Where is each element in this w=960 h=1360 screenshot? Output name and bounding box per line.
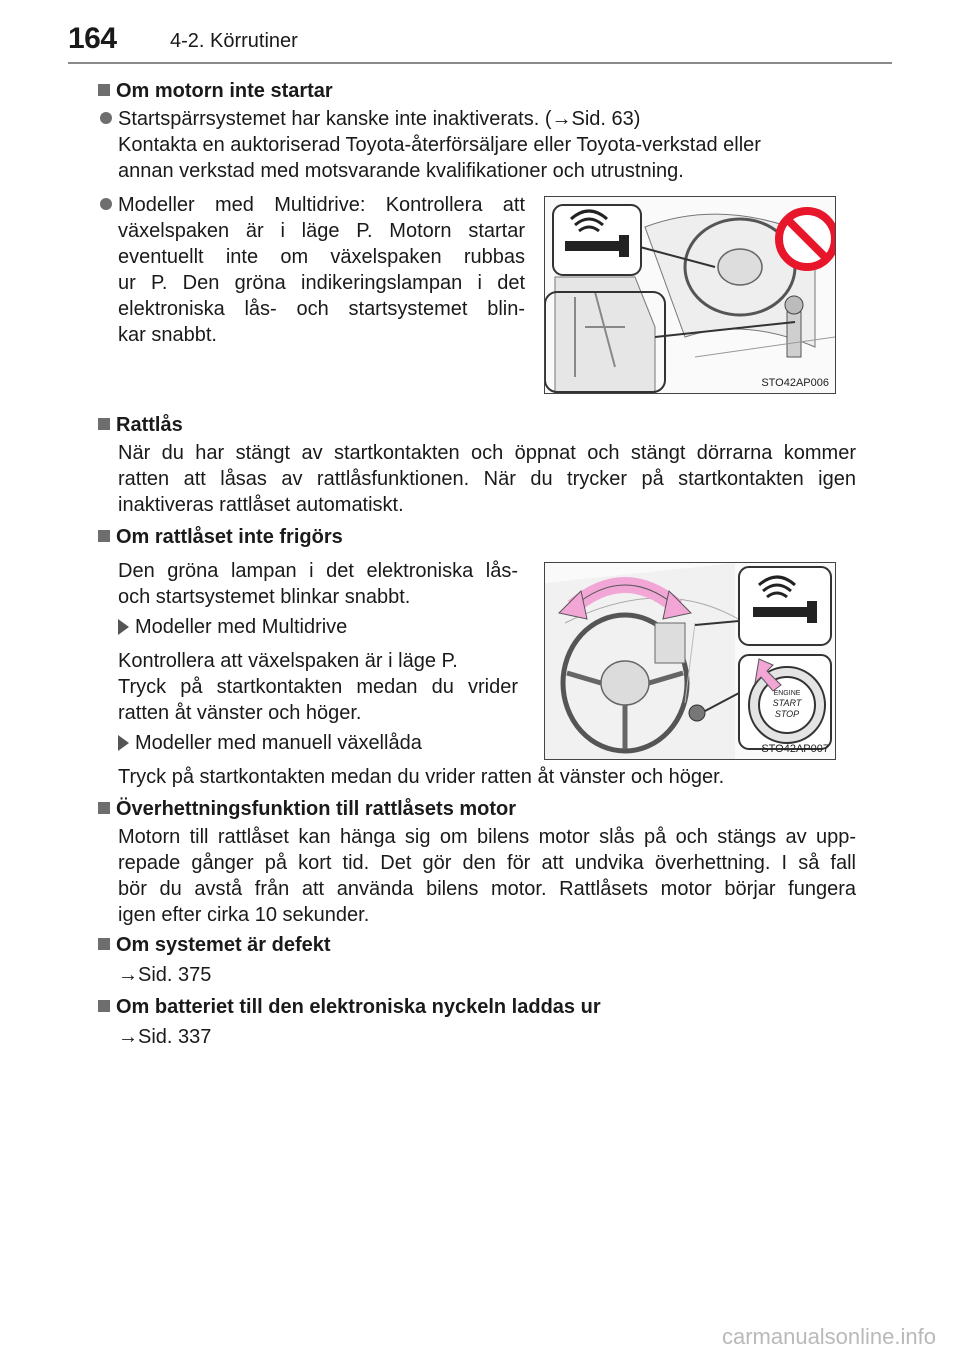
- heading-batteri: Om batteriet till den elektroniska nyckeln laddas ur: [98, 996, 601, 1019]
- frigors-manual-text: Tryck på startkontakten medan du vrider ratten åt vänster och höger.: [118, 766, 725, 788]
- figure-caption: STO42AP006: [761, 377, 829, 389]
- dashboard-illustration: [545, 197, 835, 393]
- heading-overhettning: Överhettningsfunktion till rattlåsets motor: [98, 798, 516, 821]
- defekt-reference: →Sid. 375: [118, 964, 212, 986]
- batteri-reference: →Sid. 337: [118, 1026, 212, 1048]
- overhettning-paragraph: Motorn till rattlåset kan hänga sig om bilens motor slås på och stängs av upp- repade gånger på kort tid. Det gör den för att undvika överhettning. I så fall bör du avstå från att använda bilens motor. Rattlåsets motor börjar fungera igen efter cirka 10 sekunder.: [118, 826, 856, 926]
- frigors-sub-manual: Modeller med manuell växellåda: [118, 730, 518, 756]
- start-button-label-line-1: ENGINE: [773, 690, 801, 697]
- figure-caption: STO42AP007: [761, 743, 829, 755]
- frigors-sub-multidrive: Modeller med Multidrive: [118, 614, 518, 640]
- figure-steering-wheel: [544, 562, 836, 760]
- triangle-bullet-icon: [118, 735, 129, 751]
- frigors-multidrive-text: Kontrollera att växelspaken är i läge P. Tryck på startkontakten medan du vrider ratten åt vänster och höger.: [118, 650, 518, 724]
- motor-bullet-2: Modeller med Multidrive: Kontrollera att växelspaken är i läge P. Motorn startar eventuellt inte om växelspaken rubbas ur P. Den gröna indikeringslampan i det elektroniska lås- och startsystemet blin- kar snabbt.: [100, 192, 525, 348]
- round-bullet-icon: [100, 112, 112, 124]
- figure-shift-lever: [544, 196, 836, 394]
- motor-bullet-1-line-2: Kontakta en auktoriserad Toyota-återförsäljare eller Toyota-verkstad eller: [118, 134, 761, 156]
- square-bullet-icon: [98, 84, 110, 96]
- page-header: [0, 0, 960, 62]
- motor-bullet-1: Startspärrsystemet har kanske inte inaktiverats. (→Sid. 63) Kontakta en auktoriserad Toyota-återförsäljare eller Toyota-verkstad eller annan verkstad med motsvarande kvalifikationer och utrustning.: [100, 106, 860, 184]
- section-title: 4-2. Körrutiner: [170, 30, 298, 52]
- arrow-icon: →: [551, 108, 572, 130]
- heading-rattlas: Rattlås: [98, 414, 183, 437]
- arrow-icon: →: [118, 1026, 138, 1048]
- rattlas-paragraph: När du har stängt av startkontakten och öppnat och stängt dörrarna kommer ratten att låsas av rattlåsfunktionen. När du trycker på startkontakten igen inaktiveras rattlåset automatiskt.: [118, 442, 856, 516]
- square-bullet-icon: [98, 418, 110, 430]
- start-button-label-line-3: STOP: [774, 709, 800, 719]
- arrow-icon: →: [118, 964, 138, 986]
- motor-bullet-1-line-3: annan verkstad med motsvarande kvalifikationer och utrustning.: [118, 160, 684, 182]
- triangle-bullet-icon: [118, 619, 129, 635]
- steering-illustration: [545, 563, 835, 759]
- square-bullet-icon: [98, 530, 110, 542]
- square-bullet-icon: [98, 938, 110, 950]
- heading-frigors: Om rattlåset inte frigörs: [98, 526, 343, 549]
- page-number: 164: [68, 22, 117, 55]
- frigors-intro: Den gröna lampan i det elektroniska lås- och startsystemet blinkar snabbt.: [118, 560, 518, 608]
- prohibited-icon: [779, 211, 835, 267]
- heading-motor: Om motorn inte startar: [98, 80, 333, 103]
- start-button-icon: [749, 667, 825, 743]
- round-bullet-icon: [100, 198, 112, 210]
- header-rule: [68, 62, 892, 64]
- square-bullet-icon: [98, 1000, 110, 1012]
- start-button-label-line-2: START: [772, 698, 802, 708]
- heading-defekt: Om systemet är defekt: [98, 934, 331, 957]
- square-bullet-icon: [98, 802, 110, 814]
- watermark: carmanualsonline.info: [721, 1324, 936, 1349]
